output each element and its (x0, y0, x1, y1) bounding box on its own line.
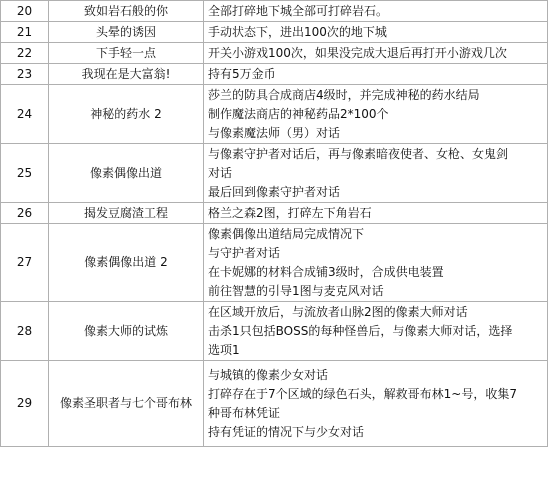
achievement-name-cell: 神秘的药水 2 (49, 85, 204, 144)
condition-line: 种哥布林凭证 (208, 405, 281, 420)
achievement-name-cell: 头晕的诱因 (49, 22, 204, 43)
table-row (1, 144, 548, 203)
achievement-condition-cell (204, 361, 548, 447)
table-row (1, 203, 548, 224)
table-row (1, 302, 548, 361)
achievement-condition-cell (204, 43, 548, 64)
achievement-condition-cell (204, 302, 548, 361)
condition-line: 持有5万金币 (208, 66, 276, 81)
achievement-condition-cell (204, 22, 548, 43)
table-row (1, 361, 548, 447)
condition-line: 与像素魔法师（男）对话 (208, 125, 341, 140)
achievement-condition-cell (204, 144, 548, 203)
row-number-cell: 21 (1, 22, 49, 43)
row-number-cell: 29 (1, 361, 49, 447)
table-row (1, 224, 548, 302)
achievement-name-cell: 像素圣职者与七个哥布林 (49, 361, 204, 447)
achievement-condition-cell (204, 64, 548, 85)
condition-line: 开关小游戏100次，如果没完成大退后再打开小游戏几次 (208, 45, 507, 60)
table-row (1, 22, 548, 43)
achievement-name-cell: 像素偶像出道 (49, 144, 204, 203)
condition-line: 打碎存在于7个区域的绿色石头，解救哥布林1~号，收集7 (208, 386, 517, 401)
condition-line: 与守护者对话 (208, 245, 281, 260)
condition-line: 像素偶像出道结局完成情况下 (208, 226, 365, 241)
table-row (1, 43, 548, 64)
table-row (1, 1, 548, 22)
condition-line: 格兰之森2图，打碎左下角岩石 (208, 205, 372, 220)
achievement-name-cell: 揭发豆腐渣工程 (49, 203, 204, 224)
achievement-condition-cell (204, 1, 548, 22)
condition-line: 持有凭证的情况下与少女对话 (208, 424, 365, 439)
row-number-cell: 24 (1, 85, 49, 144)
achievement-name-cell: 像素偶像出道 2 (49, 224, 204, 302)
condition-line: 对话 (208, 165, 233, 180)
row-number-cell: 26 (1, 203, 49, 224)
condition-line: 制作魔法商店的神秘药品2*100个 (208, 106, 389, 121)
condition-line: 选项1 (208, 342, 240, 357)
condition-line: 在区域开放后，与流放者山脉2图的像素大师对话 (208, 304, 468, 319)
condition-line: 最后回到像素守护者对话 (208, 184, 341, 199)
achievement-name-cell: 像素大师的试炼 (49, 302, 204, 361)
condition-line: 前往智慧的引导1图与麦克风对话 (208, 283, 384, 298)
row-number-cell: 23 (1, 64, 49, 85)
row-number-cell: 20 (1, 1, 49, 22)
achievement-table-body (1, 1, 548, 447)
table-row (1, 64, 548, 85)
condition-line: 在卡妮娜的材料合成铺3级时，合成供电装置 (208, 264, 444, 279)
condition-line: 莎兰的防具合成商店4级时，并完成神秘的药水结局 (208, 87, 480, 102)
row-number-cell: 22 (1, 43, 49, 64)
achievement-condition-cell (204, 85, 548, 144)
table-row (1, 85, 548, 144)
achievement-condition-cell (204, 224, 548, 302)
condition-line: 与像素守护者对话后，再与像素暗夜使者、女枪、女鬼剑 (208, 146, 509, 161)
achievement-name-cell: 致如岩石般的你 (49, 1, 204, 22)
row-number-cell: 27 (1, 224, 49, 302)
condition-line: 手动状态下，进出100次的地下城 (208, 24, 387, 39)
achievement-name-cell: 我现在是大富翁! (49, 64, 204, 85)
row-number-cell: 25 (1, 144, 49, 203)
achievement-name-cell: 下手轻一点 (49, 43, 204, 64)
condition-line: 全部打碎地下城全部可打碎岩石。 (208, 3, 389, 18)
row-number-cell: 28 (1, 302, 49, 361)
condition-line: 与城镇的像素少女对话 (208, 367, 329, 382)
achievement-condition-cell (204, 203, 548, 224)
condition-line: 击杀1只包括BOSS的每种怪兽后，与像素大师对话，选择 (208, 323, 513, 338)
